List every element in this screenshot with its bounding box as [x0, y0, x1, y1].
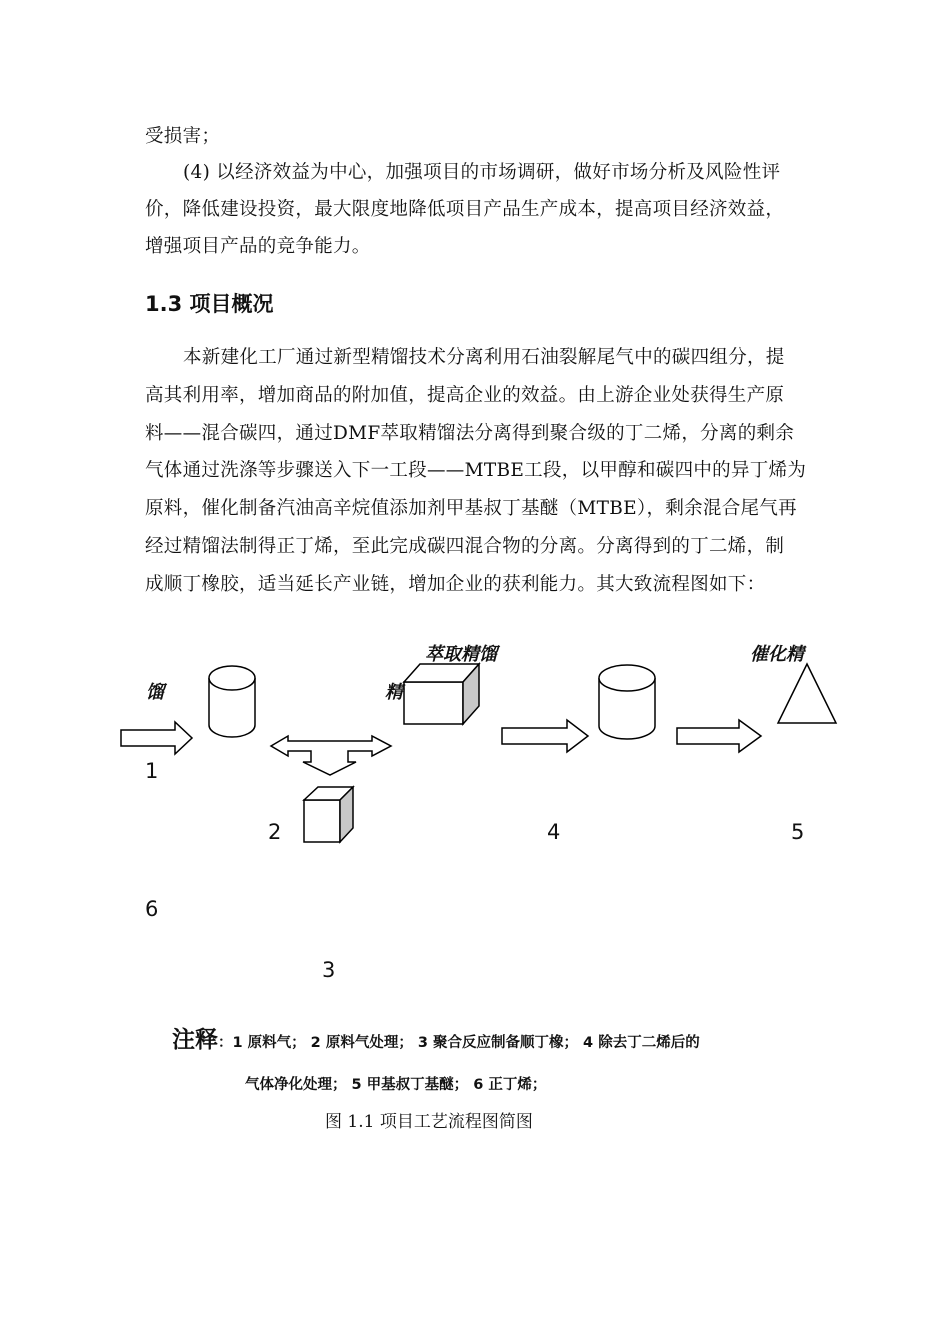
notes-text: ：1 原料气； 2 原料气处理； 3 聚合反应制备顺丁橡； 4 除去丁二烯后的: [218, 1035, 700, 1051]
step-number-3: 3: [322, 958, 336, 982]
paragraph-line: 增强项目产品的竞争能力。: [145, 236, 371, 257]
section-heading: 1.3 项目概况: [145, 292, 274, 316]
paragraph-line: 经过精馏法制得正丁烯，至此完成碳四混合物的分离。分离得到的丁二烯，制: [145, 536, 785, 557]
step-number-2: 2: [268, 820, 282, 844]
label-distill-left: 馏: [146, 682, 164, 703]
paragraph-line: 原料，催化制备汽油高辛烷值添加剂甲基叔丁基醚（MTBE），剩余混合尾气再: [145, 498, 797, 519]
diagram-notes-line2: 气体净化处理； 5 甲基叔丁基醚； 6 正丁烯；: [245, 1077, 547, 1093]
step-number-1: 1: [145, 759, 159, 783]
label-catalytic-distill: 催化精: [750, 644, 804, 665]
diagram-notes-line1: [172, 1021, 700, 1054]
right-arrow-icon: [677, 720, 761, 752]
paragraph-line: 成顺丁橡胶，适当延长产业链，增加企业的获利能力。其大致流程图如下：: [145, 574, 766, 595]
label-extract-distill: 萃取精馏: [425, 644, 497, 665]
paragraph-line: 高其利用率，增加商品的附加值，提高企业的效益。由上游企业处获得生产原: [145, 385, 785, 406]
label-distill-mid: 精: [385, 682, 403, 703]
cube-unit-extraction: [404, 664, 479, 724]
step-number-6: 6: [145, 897, 159, 921]
split-arrow-icon: [271, 736, 391, 775]
process-flow-diagram: [0, 620, 950, 1000]
cube-unit-2: [304, 787, 353, 842]
cylinder-vessel-2: [599, 665, 655, 739]
paragraph-line: 本新建化工厂通过新型精馏技术分离利用石油裂解尾气中的碳四组分，提: [183, 347, 785, 368]
paragraph-line: 气体通过洗涤等步骤送入下一工段——MTBE工段，以甲醇和碳四中的异丁烯为: [145, 460, 807, 481]
figure-caption: 图 1.1 项目工艺流程图简图: [325, 1112, 533, 1132]
paragraph-line: 价，降低建设投资，最大限度地降低项目产品生产成本，提高项目经济效益，: [145, 199, 785, 220]
notes-title: 注释: [172, 1027, 218, 1053]
step-number-5: 5: [791, 820, 805, 844]
right-arrow-icon: [502, 720, 588, 752]
paragraph-line: 受损害；: [145, 126, 221, 147]
right-arrow-icon: [121, 722, 192, 754]
triangle-reactor: [778, 664, 836, 723]
paragraph-line: (4) 以经济效益为中心，加强项目的市场调研，做好市场分析及风险性评: [183, 162, 781, 183]
paragraph-line: 料——混合碳四，通过DMF萃取精馏法分离得到聚合级的丁二烯，分离的剩余: [145, 423, 795, 444]
step-number-4: 4: [547, 820, 561, 844]
cylinder-vessel-1: [209, 666, 255, 737]
flow-diagram-graphics: [0, 620, 950, 1000]
